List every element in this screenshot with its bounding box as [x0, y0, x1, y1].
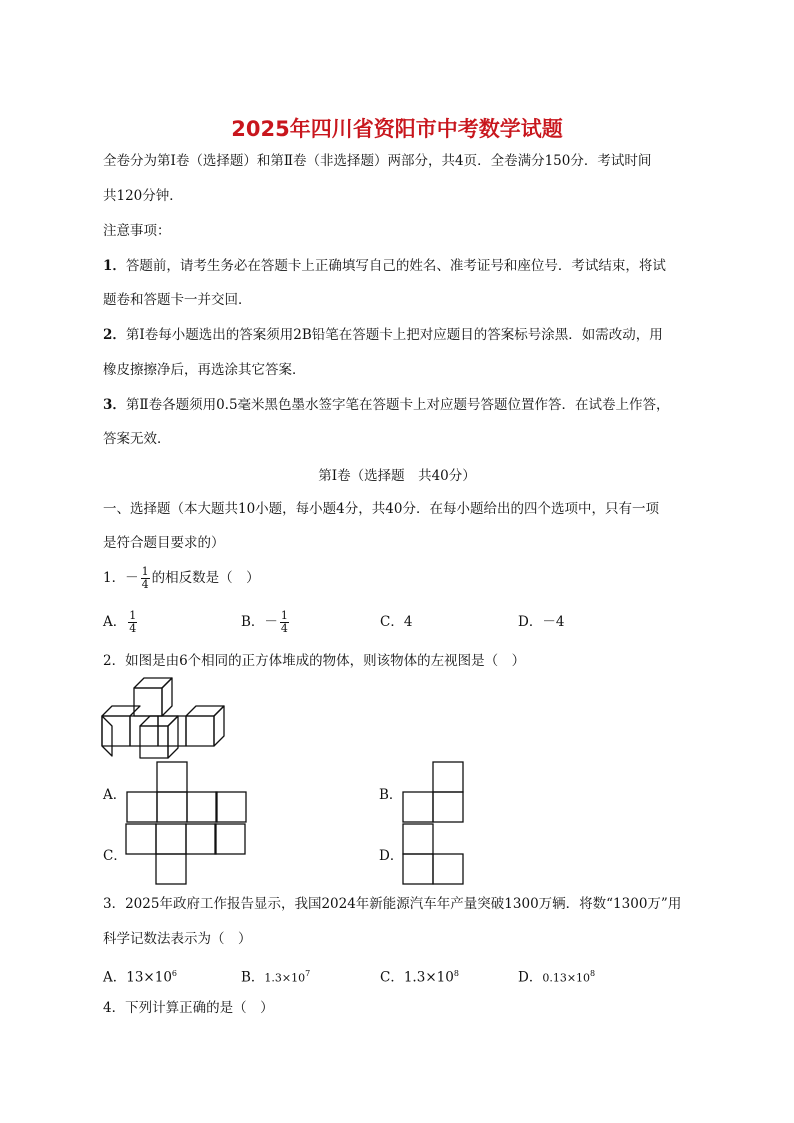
q1-option-c-label: C．	[380, 614, 404, 630]
q1-fraction	[141, 566, 150, 591]
q1-option-b-frac	[280, 610, 289, 635]
section-heading: 第Ⅰ卷（选择题 共40分）	[318, 468, 476, 484]
q1-frac-num: 1	[141, 565, 149, 578]
notice-item-2-num: 2．	[103, 327, 126, 343]
part-line-2: 是符合题目要求的）	[103, 535, 225, 551]
notice-item-2	[103, 325, 663, 345]
q2-option-a-view	[126, 761, 247, 823]
q1-option-d-label: D．	[518, 614, 543, 630]
q1-option-c	[380, 612, 412, 632]
q3-line-2: 科学记数法表示为（ ）	[103, 931, 252, 947]
notice-item-1-num: 1．	[103, 258, 126, 274]
notice-heading: 注意事项：	[103, 223, 171, 239]
q3-option-b-exp: 7	[305, 969, 311, 978]
notice-item-2-cont: 橡皮擦擦净后，再选涂其它答案．	[103, 362, 306, 378]
q2-option-c-view	[125, 823, 246, 885]
notice-item-1-cont: 题卷和答题卡一并交回．	[103, 292, 252, 308]
q3-line-1: 3．2025年政府工作报告显示，我国2024年新能源汽车年产量突破1300万辆．将数“1300万”用	[103, 896, 682, 912]
q2-option-c-label: C．	[103, 848, 127, 864]
part-line-1: 一、选择题（本大题共10小题，每小题4分，共40分．在每小题给出的四个选项中，只有一项	[103, 501, 659, 517]
notice-item-3-text: 第Ⅱ卷各题须用0.5毫米黑色墨水签字笔在答题卡上对应题号答题位置作答．在试卷上作答，	[125, 397, 670, 413]
q3-option-d	[518, 964, 595, 989]
q2-option-b-label: B．	[379, 787, 403, 803]
q3-option-c-base: 1.3×10	[403, 969, 454, 986]
intro-line-2: 共120分钟．	[103, 188, 183, 204]
notice-item-2-text: 第Ⅰ卷每小题选出的答案须用2B铅笔在答题卡上把对应题目的答案标号涂黑．如需改动，用	[125, 327, 663, 343]
q1-option-b	[241, 610, 291, 635]
q2-stem: 2．如图是由6个相同的正方体堆成的物体，则该物体的左视图是（ ）	[103, 653, 526, 669]
q3-option-c-label: C．	[380, 969, 404, 986]
q4-stem: 4．下列计算正确的是（ ）	[103, 1000, 274, 1016]
q1-num: 1．	[103, 570, 126, 586]
q1-option-c-text: 4	[403, 614, 413, 630]
notice-item-3-cont: 答案无效．	[103, 431, 171, 447]
q1-option-a-frac	[128, 610, 137, 635]
notice-item-3-num: 3．	[103, 397, 126, 413]
q1-option-b-den: 4	[280, 622, 288, 635]
q1-option-b-num: 1	[280, 609, 288, 622]
q1-option-a-label: A．	[103, 614, 127, 630]
notice-item-1	[103, 256, 666, 276]
q3-option-b-base: 1.3×10	[264, 971, 306, 985]
q2-option-d-view	[402, 823, 464, 885]
q1-frac-den: 4	[141, 578, 149, 591]
q3-option-b	[241, 964, 310, 989]
q1-option-b-sign: －	[264, 614, 278, 630]
page-title: 2025年四川省资阳市中考数学试题	[231, 117, 563, 141]
q3-option-a-base: 13×10	[126, 969, 172, 986]
q3-option-b-label: B．	[241, 969, 265, 986]
q2-option-b-view	[402, 761, 464, 823]
q1-stem-text: 的相反数是（ ）	[151, 570, 260, 586]
q3-option-c	[380, 964, 459, 988]
q1-option-d	[518, 612, 564, 632]
q1-option-a-num: 1	[129, 609, 137, 622]
q3-option-d-label: D．	[518, 969, 543, 986]
q3-option-a	[103, 964, 177, 988]
q3-option-d-base: 0.13×10	[542, 971, 591, 985]
q1-option-d-text: －4	[542, 614, 565, 630]
notice-item-1-text: 答题前，请考生务必在答题卡上正确填写自己的姓名、准考证号和座位号．考试结束，将试	[125, 258, 666, 274]
q2-option-a-label: A．	[103, 787, 127, 803]
q3-option-c-exp: 8	[453, 969, 459, 978]
q1-option-a	[103, 610, 139, 635]
q3-option-d-exp: 8	[590, 969, 596, 978]
q1-sign: －	[125, 570, 139, 586]
intro-line-1: 全卷分为第Ⅰ卷（选择题）和第Ⅱ卷（非选择题）两部分，共4页．全卷满分150分．考试时间	[103, 153, 652, 169]
q2-cube-figure	[100, 676, 236, 760]
q3-option-a-label: A．	[103, 969, 127, 986]
q1-option-b-label: B．	[241, 614, 265, 630]
q1-option-a-den: 4	[129, 622, 137, 635]
notice-item-3	[103, 395, 670, 415]
q2-option-d-label: D．	[379, 848, 404, 864]
q1-stem	[103, 566, 260, 591]
q3-option-a-exp: 6	[171, 969, 178, 978]
